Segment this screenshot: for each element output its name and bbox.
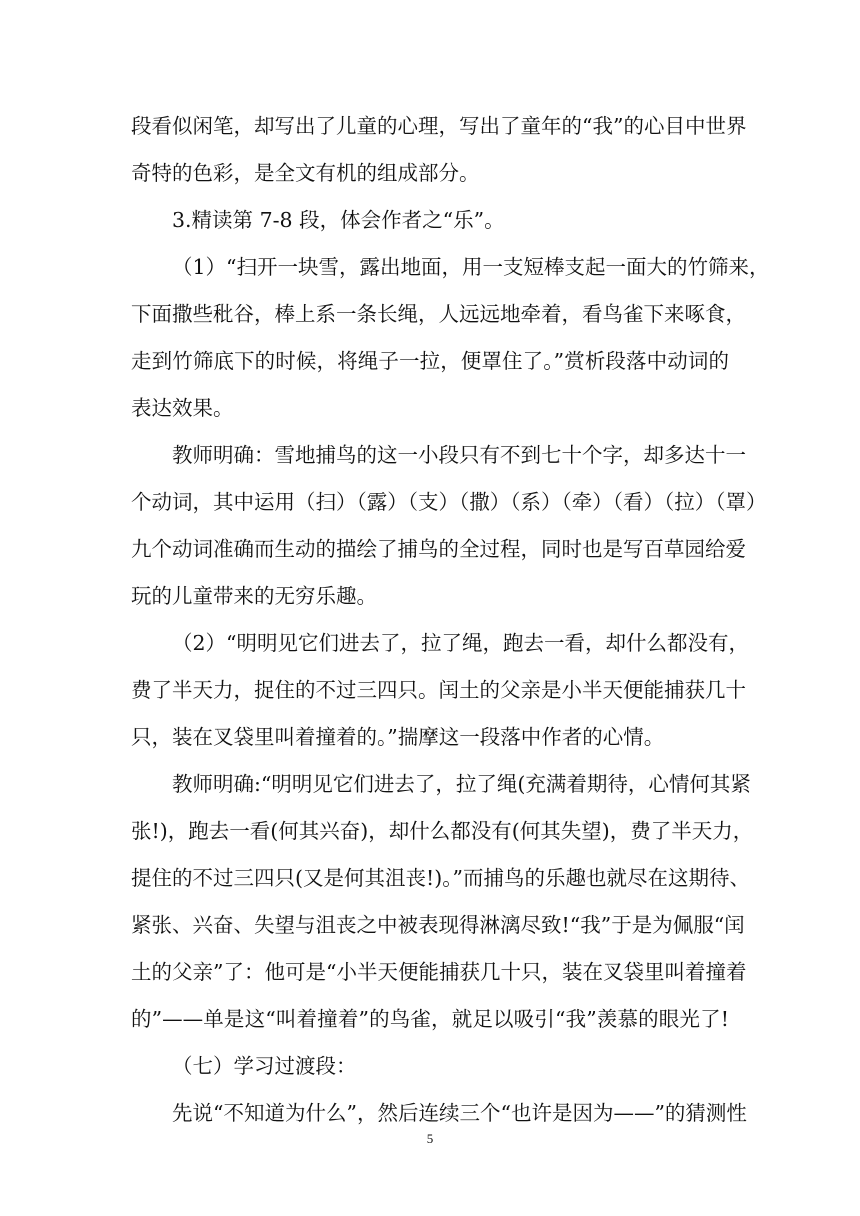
text-line: 教师明确:“明明见它们进去了，拉了绳(充满着期待，心情何其紧 — [172, 772, 751, 796]
text-line: 张!)，跑去一看(何其兴奋)，却什么都没有(何其失望)，费了半天力， — [131, 819, 754, 843]
text-line: 段看似闲笔，却写出了儿童的心理，写出了童年的“我”的心目中世界 — [131, 114, 747, 138]
text-line: 土的父亲”了：他可是“小半天便能捕获几十只，装在叉袋里叫着撞着 — [131, 960, 747, 984]
text-line: 3.精读第 7-8 段，体会作者之“乐”。 — [172, 208, 505, 232]
text-line: （1）“扫开一块雪，露出地面，用一支短棒支起一面大的竹筛来， — [172, 255, 770, 279]
text-line: （七）学习过渡段： — [172, 1054, 357, 1078]
text-line: 奇特的色彩，是全文有机的组成部分。 — [131, 161, 480, 185]
text-line: 玩的儿童带来的无穷乐趣。 — [131, 584, 377, 608]
text-line: （2）“明明见它们进去了，拉了绳，跑去一看，却什么都没有， — [172, 631, 750, 655]
text-line: 下面撒些秕谷，棒上系一条长绳，人远远地牵着，看鸟雀下来啄食， — [131, 302, 746, 326]
text-line: 紧张、兴奋、失望与沮丧之中被表现得淋漓尽致!“我”于是为佩服“闰 — [131, 913, 745, 937]
text-line: 提住的不过三四只(又是何其沮丧!)。”而捕鸟的乐趣也就尽在这期待、 — [131, 866, 750, 890]
page-number: 5 — [426, 1131, 434, 1146]
text-line: 走到竹筛底下的时候，将绳子一拉，便罩住了。”赏析段落中动词的 — [131, 349, 729, 373]
text-line: 表达效果。 — [131, 396, 234, 420]
text-line: 只，装在叉袋里叫着撞着的。”揣摩这一段落中作者的心情。 — [131, 725, 665, 749]
text-line: 九个动词准确而生动的描绘了捕鸟的全过程，同时也是写百草园给爱 — [131, 537, 746, 561]
text-line: 个动词，其中运用（扫）（露）（支）（撒）（系）（牵）（看）（拉）（罩） — [131, 490, 767, 514]
text-line: 的”——单是这“叫着撞着”的鸟雀，就足以吸引“我”羡慕的眼光了! — [131, 1007, 729, 1031]
text-line: 费了半天力，捉住的不过三四只。闰土的父亲是小半天便能捕获几十 — [131, 678, 746, 702]
text-line: 教师明确：雪地捕鸟的这一小段只有不到七十个字，却多达十一 — [172, 443, 746, 467]
text-line: 先说“不知道为什么”，然后连续三个“也许是因为——”的猜测性 — [172, 1101, 747, 1125]
